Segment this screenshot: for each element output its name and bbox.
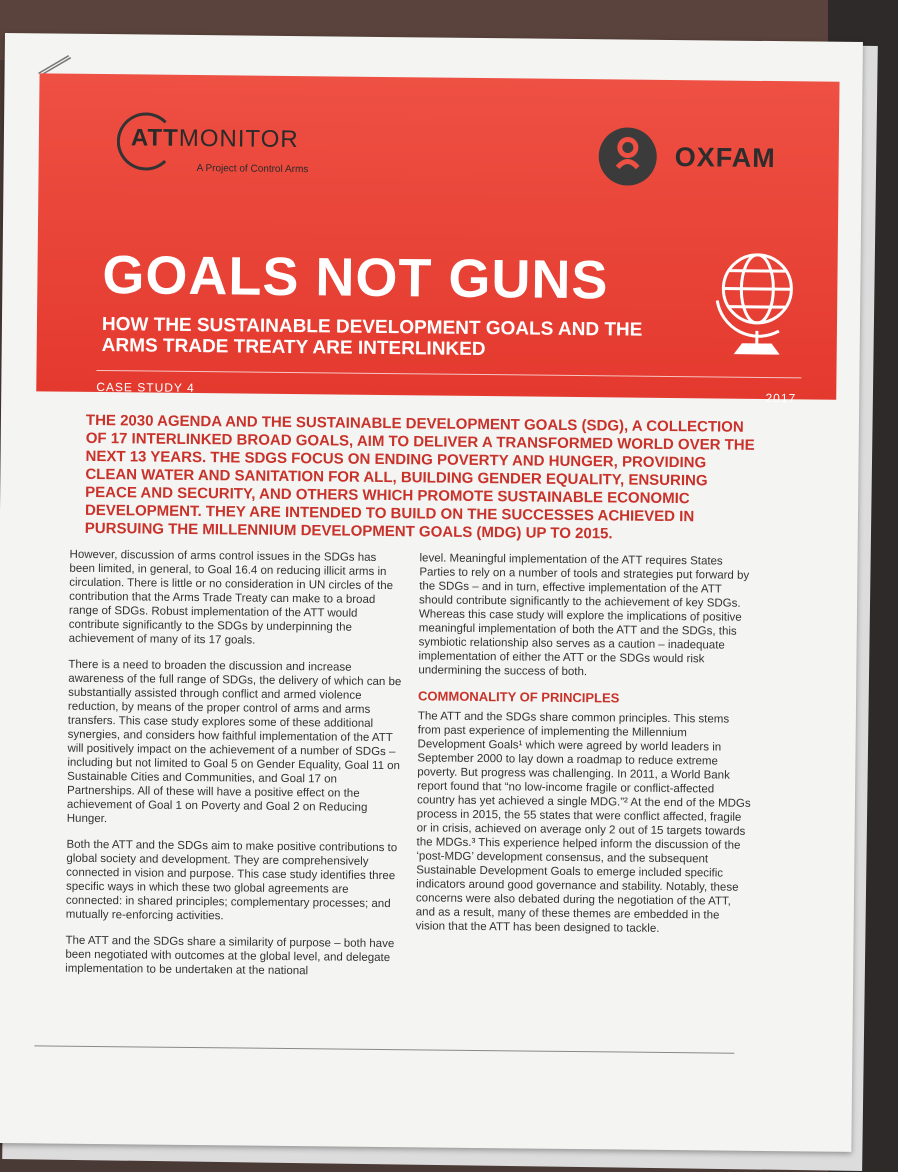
section-heading: COMMONALITY OF PRINCIPLES bbox=[418, 688, 620, 706]
header-banner bbox=[36, 73, 839, 406]
globe-icon bbox=[709, 240, 800, 361]
year-label: 2017 bbox=[765, 390, 797, 406]
document-page bbox=[0, 33, 863, 1152]
lead-paragraph: THE 2030 AGENDA AND THE SUSTAINABLE DEVELOPMENT GOALS (SDG), A COLLECTION OF 17 INTERLINKED BROAD GOALS, AIM TO DELIVER A TRANSFORMED WORLD OVER THE NEXT 13 YEARS. THE SDGS FOCUS ON ENDING POVERTY AND HUNGER, PROVIDING CLEAN WATER AND SANITATION FOR ALL, BUILDING GENDER EQUALITY, ENSURING PEACE AND SECURITY, AND OTHERS WHICH PROMOTE SUSTAINABLE ECONOMIC DEVELOPMENT. THEY ARE INTENDED TO BUILD ON THE SUCCESSES ACHIEVED IN PURSUING THE MILLENNIUM DEVELOPMENT GOALS (MDG) UP TO 2015. bbox=[84, 411, 755, 543]
page-title: GOALS NOT GUNS bbox=[102, 245, 609, 311]
att-logo-subtitle: A Project of Control Arms bbox=[196, 163, 309, 176]
case-study-label: CASE STUDY 4 bbox=[96, 379, 195, 396]
body-paragraph: There is a need to broaden the discussion and increase awareness of the full range of SDGs, the delivery of which can be substantially assisted through conflict and armed violence reduction, by means of the proper control of arms and arms transfers. This case study explores some of these additional synergies, and considers how faithful implementation of the ATT will positively impact on the achievement of a number of SDGs – including but not limited to Goal 5 on Gender Equality, Goal 11 on Sustainable Cities and Communities, and Goal 17 on Partnerships. All of these will have a positive effect on the achievement of Goal 1 on Poverty and Goal 2 on Reducing Hunger. bbox=[66, 658, 402, 826]
right-column bbox=[415, 551, 754, 948]
att-logo-text: ATTMONITOR bbox=[130, 124, 299, 154]
banner-divider bbox=[96, 370, 801, 378]
page-subtitle: HOW THE SUSTAINABLE DEVELOPMENT GOALS AND THE ARMS TRADE TREATY ARE INTERLINKED bbox=[101, 314, 643, 361]
left-column bbox=[65, 548, 405, 991]
oxfam-logo-icon bbox=[598, 127, 657, 186]
oxfam-logo-text: OXFAM bbox=[674, 142, 776, 174]
body-paragraph: Both the ATT and the SDGs aim to make positive contributions to global society and development. They are comprehensively connected in vision and purpose. This case study identifies three specific ways in which these two global agreements are connected: in shared principles; complementary processes; and mutually re-enforcing activities. bbox=[65, 838, 398, 923]
oxfam-logo bbox=[598, 127, 799, 189]
body-paragraph: The ATT and the SDGs share common principles. This stems from past experience of implementing the Millennium Development Goals¹ which were agreed by world leaders in September 2000 to lay down a roadmap to reduce extreme poverty. But progress was challenging. In 2011, a World Bank report found that “no low-income fragile or conflict-affected country has yet achieved a single MDG.”² At the end of the MDGs process in 2015, the 55 states that were conflict affected, fragile or in crisis, achieved on average only 2 out of 15 targets towards the MDGs.³ This experience helped inform the discussion of the ‘post-MDG’ development consensus, and the subsequent Sustainable Development Goals to emerge included specific indicators around good governance and stability. Notably, these concerns were also debated during the negotiation of the ATT, and as a result, many of these themes are embedded in the vision that the ATT has been designed to tackle. bbox=[415, 710, 751, 935]
body-paragraph: The ATT and the SDGs share a similarity of purpose – both have been negotiated with outcomes at the global level, and delegate implementation to be undertaken at the national bbox=[65, 934, 395, 978]
att-monitor-logo bbox=[116, 112, 337, 184]
footer-rule bbox=[34, 1045, 734, 1053]
body-paragraph: However, discussion of arms control issues in the SDGs has been limited, in general, to Goal 16.4 on reducing illicit arms in circulation. There is little or no consideration in UN circles of the contribution that the Arms Trade Treaty can make to a broad range of SDGs. Robust implementation of the ATT would contribute significantly to the SDGs by underpinning the achievement of many of its 17 goals. bbox=[68, 548, 394, 647]
body-paragraph: level. Meaningful implementation of the ATT requires States Parties to rely on a number of tools and strategies put forward by the SDGs – and in turn, effective implementation of the ATT should contribute significantly to the achievement of key SDGs. Whereas this case study will explore the implications of positive meaningful implementation of both the ATT and the SDGs, this symbiotic relationship also serves as a caution – inadequate implementation of either the ATT or the SDGs would risk undermining the success of both. bbox=[418, 552, 750, 679]
